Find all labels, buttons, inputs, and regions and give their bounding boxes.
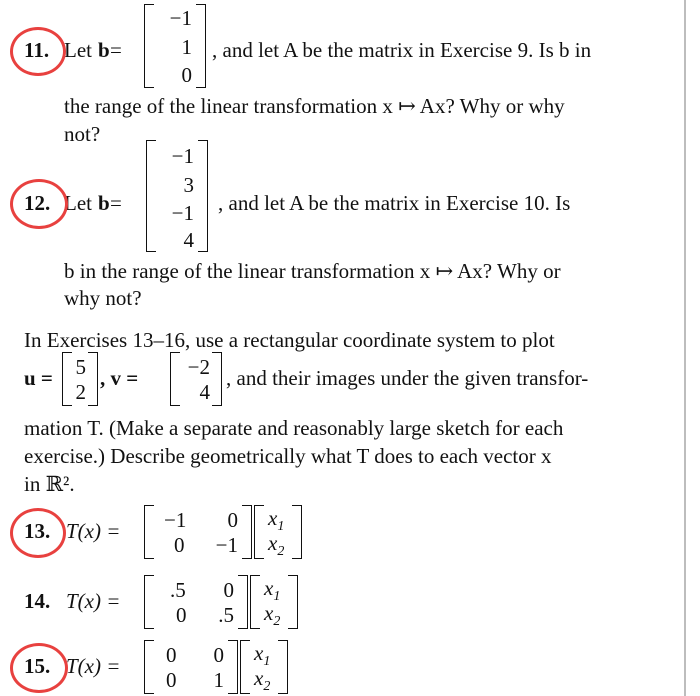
x-vector-entry: $x_2$	[254, 666, 271, 694]
exercise-11-vector-entry: −1	[169, 6, 192, 30]
exercise-12-text: , and let A be the matrix in Exercise 10. Is	[218, 191, 571, 215]
exercise-11-lead: Let	[64, 38, 92, 62]
exercise-11-vector-entry: 0	[181, 63, 192, 87]
matrix-entry: 0	[174, 533, 185, 557]
exercise-12-vector-entry: −1	[171, 144, 194, 168]
x-vector-entry: $x_1$	[268, 506, 285, 534]
exercise-14-x-vector	[250, 575, 298, 629]
v-vector	[170, 352, 222, 406]
intro-line: , and their images under the given transfor-	[226, 366, 589, 390]
x-vector-entry: $x_1$	[254, 641, 271, 669]
red-circle-annotation	[10, 643, 68, 693]
intro-line: mation T. (Make a separate and reasonably large sketch for each	[24, 416, 564, 440]
u-vector	[62, 352, 98, 406]
exercise-15-matrix	[144, 640, 238, 694]
exercise-11-number: 11.	[24, 38, 50, 62]
exercise-11-vector	[144, 4, 206, 88]
matrix-entry: 0	[223, 578, 234, 602]
matrix-entry: −1	[164, 508, 187, 532]
intro-line: exercise.) Describe geometrically what T does to each vector x	[24, 444, 552, 468]
exercise-12-var: b	[98, 191, 110, 215]
exercise-11-eq: =	[110, 38, 122, 62]
exercise-15-lhs: T(x) =	[66, 654, 121, 678]
matrix-entry: 0	[227, 508, 238, 532]
exercise-11-text: , and let A be the matrix in Exercise 9. Is b in	[212, 38, 592, 62]
exercise-14-lhs: T(x) =	[66, 589, 121, 613]
exercise-12-text: why not?	[64, 286, 142, 310]
exercise-12-vector-entry: 3	[183, 173, 194, 197]
matrix-entry: 1	[213, 668, 224, 692]
exercise-11-text: not?	[64, 122, 101, 146]
exercise-13-matrix	[144, 505, 252, 559]
exercise-12-text: b in the range of the linear transformation x ↦ Ax? Why or	[64, 259, 561, 283]
exercise-12-vector-entry: −1	[171, 201, 194, 225]
matrix-entry: .5	[218, 603, 234, 627]
exercise-14-number: 14.	[24, 589, 51, 613]
exercise-13-number: 13.	[24, 519, 51, 543]
u-vector-entry: 2	[75, 380, 86, 404]
matrix-entry: 0	[166, 668, 177, 692]
page-edge	[684, 0, 686, 696]
exercise-15-number: 15.	[24, 654, 51, 678]
exercise-13-x-vector	[254, 505, 302, 559]
v-vector-entry: 4	[199, 380, 210, 404]
exercise-12-eq: =	[110, 191, 122, 215]
exercise-11-vector-entry: 1	[181, 35, 192, 59]
exercise-11-text: the range of the linear transformation x ↦ Ax? Why or why	[64, 94, 565, 118]
matrix-entry: 0	[213, 643, 224, 667]
exercise-12-vector-entry: 4	[183, 228, 194, 252]
matrix-entry: 0	[166, 643, 177, 667]
v-vector-entry: −2	[187, 355, 210, 379]
exercise-15-x-vector	[240, 640, 288, 694]
red-circle-annotation	[10, 27, 66, 76]
exercise-12-lead: Let	[64, 191, 92, 215]
x-vector-entry: $x_2$	[268, 531, 285, 559]
matrix-entry: −1	[215, 533, 238, 557]
matrix-entry: .5	[170, 578, 186, 602]
intro-u-label: u =	[24, 366, 53, 390]
exercise-12-number: 12.	[24, 191, 51, 215]
exercise-14-matrix	[144, 575, 248, 629]
exercise-13-lhs: T(x) =	[66, 519, 121, 543]
red-circle-annotation	[10, 508, 66, 558]
exercise-12-vector	[146, 140, 208, 252]
intro-line: in ℝ².	[24, 472, 75, 496]
u-vector-entry: 5	[75, 355, 86, 379]
intro-v-label: , v =	[100, 366, 139, 390]
matrix-entry: 0	[176, 603, 187, 627]
x-vector-entry: $x_1$	[264, 576, 281, 604]
x-vector-entry: $x_2$	[264, 601, 281, 629]
red-circle-annotation	[10, 179, 68, 229]
exercise-11-var: b	[98, 38, 110, 62]
intro-line: In Exercises 13–16, use a rectangular coordinate system to plot	[24, 328, 555, 352]
